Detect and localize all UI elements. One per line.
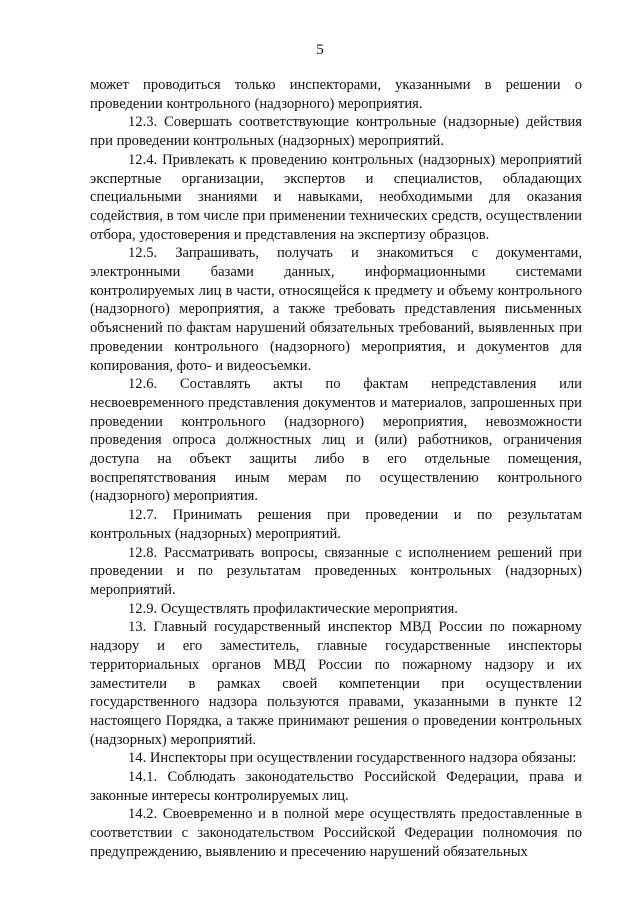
page-number: 5 — [316, 42, 324, 58]
paragraph-12-4: 12.4. Привлекать к проведению контрольных (надзорных) мероприятий экспертные организации, экспертов и специалистов, обладающих специальными знаниями и навыками, необходимыми для оказания содействия, в том числе при применении технических средств, осуществлении отбора, удостоверения и представления на экспертизу образцов. — [90, 151, 582, 243]
document-body — [90, 76, 582, 862]
paragraph-14-2: 14.2. Своевременно и в полной мере осуществлять предоставленные в соответствии с законодательством Российской Федерации полномочия по предупреждению, выявлению и пресечению нарушений обязательных — [90, 806, 582, 860]
paragraph-12-9: 12.9. Осуществлять профилактические мероприятия. — [128, 600, 458, 617]
paragraph-continuation: может проводиться только инспекторами, указанными в решении о проведении контрольного (надзорного) мероприятия. — [90, 77, 582, 112]
paragraph-12-7: 12.7. Принимать решения при проведении и по результатам контрольных (надзорных) мероприятий. — [90, 507, 582, 542]
paragraph-13: 13. Главный государственный инспектор МВД России по пожарному надзору и его заместитель, главные государственные инспекторы территориальных органов МВД России по пожарному надзору и их заместители в рамках своей компетенции при осуществлении государственного надзора пользуются правами, указанными в пункте 12 настоящего Порядка, а также принимают решения о проведении контрольных (надзорных) мероприятий. — [90, 619, 582, 748]
paragraph-14: 14. Инспекторы при осуществлении государственного надзора обязаны: — [128, 750, 577, 767]
paragraph-12-5: 12.5. Запрашивать, получать и знакомиться с документами, электронными базами данных, информационными системами контролируемых лиц в части, относящейся к предмету и объему контрольного (надзорного) мероприятия, а также требовать представления письменных объяснений по фактам нарушений обязательных требований, выявленных при проведении контрольного (надзорного) мероприятия, и документов для копирования, фото- и видеосъемки. — [90, 245, 582, 374]
paragraph-12-8: 12.8. Рассматривать вопросы, связанные с исполнением решений при проведении и по результатам проведенных контрольных (надзорных) мероприятий. — [90, 544, 582, 598]
paragraph-14-1: 14.1. Соблюдать законодательство Российской Федерации, права и законные интересы контролируемых лиц. — [90, 769, 582, 804]
paragraph-12-3: 12.3. Совершать соответствующие контрольные (надзорные) действия при проведении контрольных (надзорных) мероприятий. — [90, 114, 582, 150]
paragraph-12-6: 12.6. Составлять акты по фактам непредставления или несвоевременного представления документов и материалов, запрошенных при проведении контрольного (надзорного) мероприятия, невозможности проведения опроса должностных лиц и (или) работников, ограничения доступа на объект защиты либо в его отдельные помещения, воспрепятствования иным мерам по осуществлению контрольного (надзорного) мероприятия. — [90, 376, 582, 505]
